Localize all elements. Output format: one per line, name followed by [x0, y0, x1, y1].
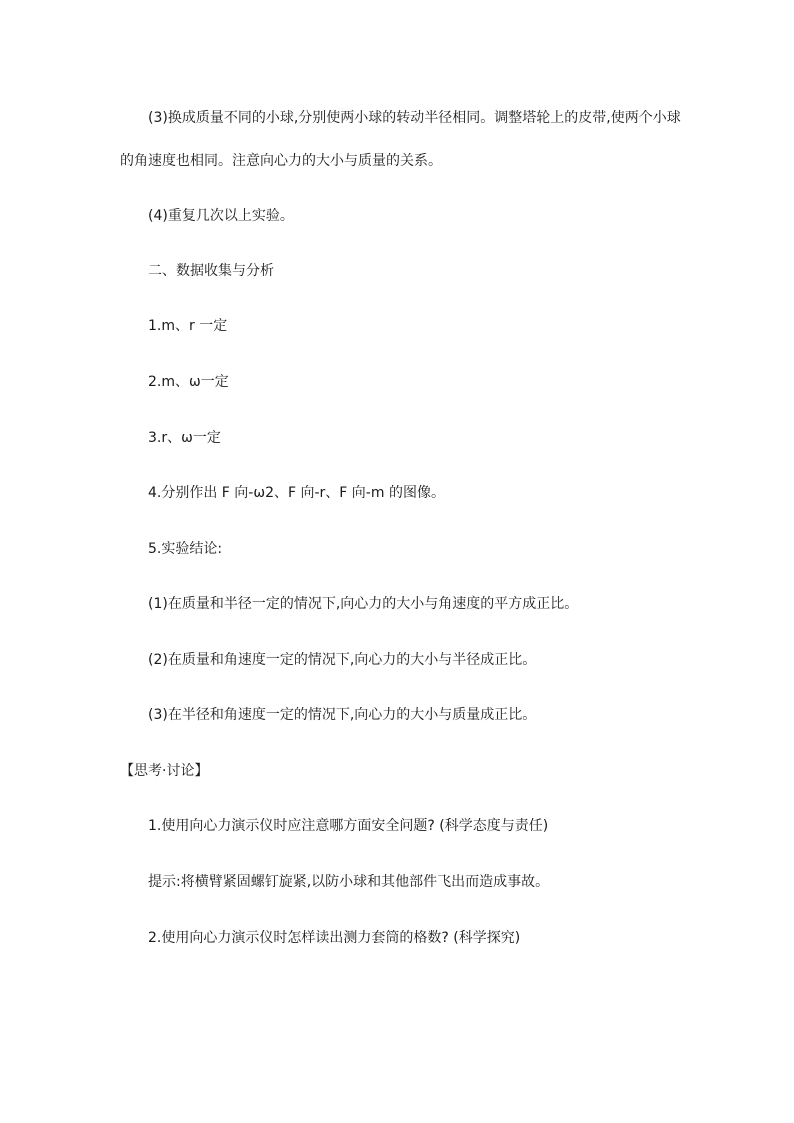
conclusion-2: (2)在质量和角速度一定的情况下,向心力的大小与半径成正比。: [148, 652, 537, 668]
step-4-text: (4)重复几次以上实验。: [148, 208, 294, 224]
discussion-question-1: 1.使用向心力演示仪时应注意哪方面安全问题? (科学态度与责任): [148, 818, 549, 834]
data-item-5-conclusion-heading: 5.实验结论:: [148, 541, 223, 557]
discussion-question-2: 2.使用向心力演示仪时怎样读出测力套筒的格数? (科学探究): [148, 930, 521, 946]
step-3-text-line-2: 的角速度也相同。注意向心力的大小与质量的关系。: [120, 153, 442, 169]
data-item-2: 2.m、ω一定: [148, 374, 229, 390]
discussion-heading: 【思考·讨论】: [120, 763, 209, 779]
conclusion-1: (1)在质量和半径一定的情况下,向心力的大小与角速度的平方成正比。: [148, 596, 579, 612]
section-heading-data-analysis: 二、数据收集与分析: [148, 263, 274, 279]
data-item-1: 1.m、r 一定: [148, 318, 228, 334]
conclusion-3: (3)在半径和角速度一定的情况下,向心力的大小与质量成正比。: [148, 707, 537, 723]
discussion-answer-1: 提示:将横臂紧固螺钉旋紧,以防小球和其他部件飞出而造成事故。: [148, 874, 550, 890]
step-3-text-line-1: (3)换成质量不同的小球,分别使两小球的转动半径相同。调整塔轮上的皮带,使两个小球: [148, 110, 681, 126]
data-item-4: 4.分别作出 F 向-ω2、F 向-r、F 向-m 的图像。: [148, 485, 445, 501]
data-item-3: 3.r、ω一定: [148, 430, 221, 446]
